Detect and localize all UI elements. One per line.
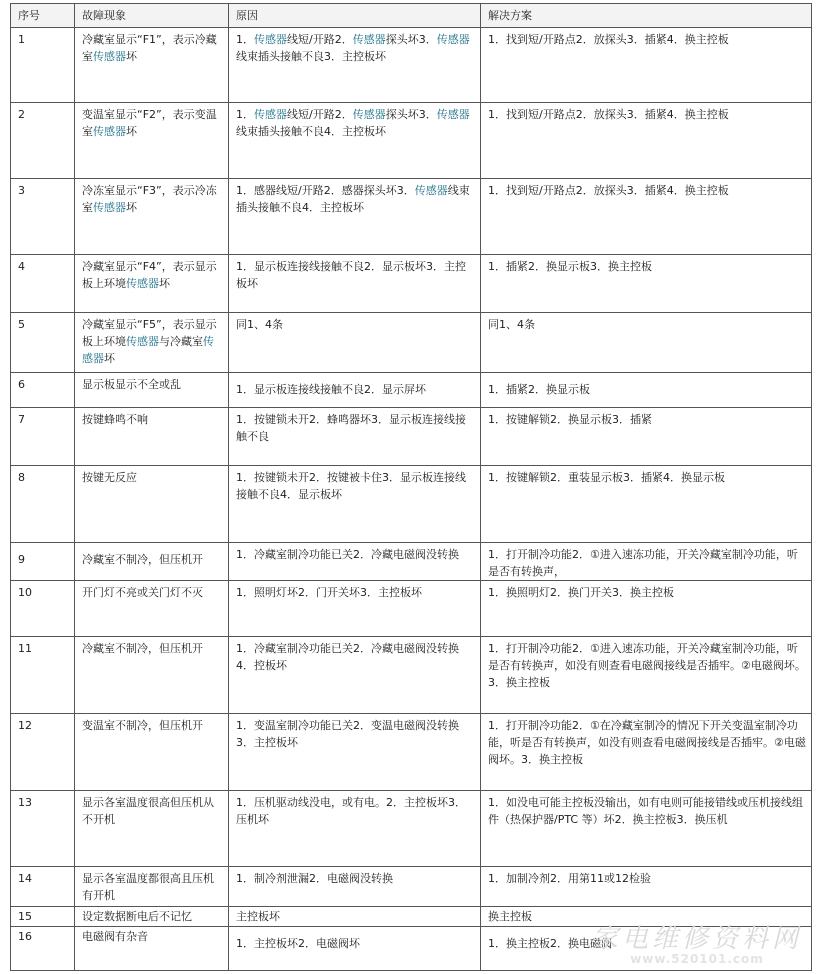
row-cause: 1．制冷剂泄漏2．电磁阀没转换 [228,867,480,907]
row-solution: 1．打开制冷功能2．①在冷藏室制冷的情况下开关变温室制冷功能，听是否有转换声，如没有则查看电磁阀接线是否插牢。②电磁阀坏。3．换主控板 [480,714,812,791]
row-solution: 1．按键解锁2．换显示板3．插紧 [480,408,812,466]
row-no: 2 [10,103,74,179]
table-row [10,28,812,103]
sensor-link[interactable]: 传感器 [352,33,386,46]
row-solution: 1．换主控板2．换电磁阀 [480,927,812,971]
sensor-link[interactable]: 传感器 [93,125,126,138]
row-no: 3 [10,179,74,255]
row-solution: 1．按键解锁2．重装显示板3．插紧4．换显示板 [480,466,812,543]
row-cause: 1．压机驱动线没电，或有电。2．主控板坏3．压机坏 [228,791,480,867]
row-solution: 1．打开制冷功能2．①进入速冻功能，开关冷藏室制冷功能，听是否有转换声， [480,543,812,581]
row-solution: 1．如没电可能主控板没输出，如有电则可能接错线或压机接线组件（热保护器/PTC 等）坏2．换主控板3．换压机 [480,791,812,867]
row-symptom: 按键无反应 [74,466,228,543]
header-solution: 解决方案 [480,3,812,28]
table-row [10,867,812,907]
row-no: 16 [10,927,74,971]
row-cause: 1．冷藏室制冷功能已关2．冷藏电磁阀没转换4．控板坏 [228,637,480,714]
table-row [10,408,812,466]
row-cause: 主控板坏 [228,907,480,927]
table-header-row [10,3,812,28]
row-symptom: 电磁阀有杂音 [74,927,228,971]
header-symptom: 故障现象 [74,3,228,28]
row-solution: 1．插紧2．换显示板3．换主控板 [480,255,812,313]
row-no: 7 [10,408,74,466]
watermark-url: www.520101.com [630,952,764,966]
row-no: 8 [10,466,74,543]
row-solution: 1．找到短/开路点2．放探头3．插紧4．换主控板 [480,28,812,103]
sensor-link[interactable]: 传感器 [436,33,470,46]
row-cause: 1．传感器线短/开路2．传感器探头坏3．传感器线束插头接触不良4．主控板坏 [228,103,480,179]
row-no: 5 [10,313,74,373]
watermark-title: 家电维修资料网 [591,924,802,954]
row-symptom: 冷藏室不制冷，但压机开 [74,543,228,581]
row-symptom: 冷藏室显示“F1”，表示冷藏室传感器坏 [74,28,228,103]
row-solution: 1．找到短/开路点2．放探头3．插紧4．换主控板 [480,179,812,255]
table-row [10,581,812,637]
row-symptom: 显示各室温度很高但压机从不开机 [74,791,228,867]
row-symptom: 设定数据断电后不记忆 [74,907,228,927]
row-no: 1 [10,28,74,103]
row-cause: 1．按键锁未开2．蜂鸣器坏3．显示板连接线接触不良 [228,408,480,466]
row-symptom: 冷藏室显示“F5”，表示显示板上环境传感器与冷藏室传感器坏 [74,313,228,373]
sensor-link[interactable]: 传感器 [436,108,470,121]
row-symptom: 冷藏室不制冷，但压机开 [74,637,228,714]
sensor-link[interactable]: 传感器 [93,50,126,63]
table-row [10,637,812,714]
row-cause: 1．显示板连接线接触不良2．显示板坏3．主控板坏 [228,255,480,313]
sensor-link[interactable]: 传感器 [254,108,287,121]
row-cause: 1．传感器线短/开路2．传感器探头坏3．传感器线束插头接触不良3．主控板坏 [228,28,480,103]
sensor-link[interactable]: 传感器 [414,184,448,197]
row-no: 15 [10,907,74,927]
row-no: 10 [10,581,74,637]
row-symptom: 冷冻室显示“F3”，表示冷冻室传感器坏 [74,179,228,255]
header-no: 序号 [10,3,74,28]
row-symptom: 冷藏室显示“F4”，表示显示板上环境传感器坏 [74,255,228,313]
row-cause: 1．按键锁未开2．按键被卡住3．显示板连接线接触不良4．显示板坏 [228,466,480,543]
row-solution: 换主控板 [480,907,812,927]
sensor-link[interactable]: 传感器 [126,335,159,348]
sensor-link[interactable]: 传感器 [82,335,214,365]
row-symptom: 显示板显示不全或乱 [74,373,228,408]
site-watermark [592,924,802,966]
table-row [10,313,812,373]
row-no: 14 [10,867,74,907]
row-cause: 1．主控板坏2．电磁阀坏 [228,927,480,971]
row-solution: 1．加制冷剂2．用第11或12检验 [480,867,812,907]
row-cause: 同1、4条 [228,313,480,373]
row-no: 6 [10,373,74,408]
table-row [10,714,812,791]
row-symptom: 按键蜂鸣不响 [74,408,228,466]
row-solution: 1．打开制冷功能2．①进入速冻功能，开关冷藏室制冷功能，听是否有转换声，如没有则查看电磁阀接线是否插牢。②电磁阀坏。3．换主控板 [480,637,812,714]
row-cause: 1．照明灯坏2．门开关坏3．主控板坏 [228,581,480,637]
row-cause: 1．冷藏室制冷功能已关2．冷藏电磁阀没转换 [228,543,480,581]
row-cause: 1．变温室制冷功能已关2．变温电磁阀没转换3．主控板坏 [228,714,480,791]
row-symptom: 变温室不制冷，但压机开 [74,714,228,791]
row-no: 4 [10,255,74,313]
row-no: 12 [10,714,74,791]
table-row [10,103,812,179]
table-row [10,466,812,543]
row-solution: 1．换照明灯2．换门开关3．换主控板 [480,581,812,637]
sensor-link[interactable]: 传感器 [126,277,159,290]
row-symptom: 开门灯不亮或关门灯不灭 [74,581,228,637]
row-no: 11 [10,637,74,714]
row-solution: 1．找到短/开路点2．放探头3．插紧4．换主控板 [480,103,812,179]
table-row [10,543,812,581]
row-symptom: 显示各室温度都很高且压机有开机 [74,867,228,907]
table-row [10,791,812,867]
row-symptom: 变温室显示“F2”，表示变温室传感器坏 [74,103,228,179]
row-no: 13 [10,791,74,867]
row-cause: 1．感器线短/开路2．感器探头坏3．传感器线束插头接触不良4．主控板坏 [228,179,480,255]
row-solution: 同1、4条 [480,313,812,373]
row-no: 9 [10,543,74,581]
row-solution: 1．插紧2．换显示板 [480,373,812,408]
sensor-link[interactable]: 传感器 [93,201,126,214]
table-row [10,373,812,408]
sensor-link[interactable]: 传感器 [352,108,386,121]
row-cause: 1．显示板连接线接触不良2．显示屏坏 [228,373,480,408]
header-cause: 原因 [228,3,480,28]
sensor-link[interactable]: 传感器 [254,33,287,46]
table-row [10,179,812,255]
table-row [10,255,812,313]
